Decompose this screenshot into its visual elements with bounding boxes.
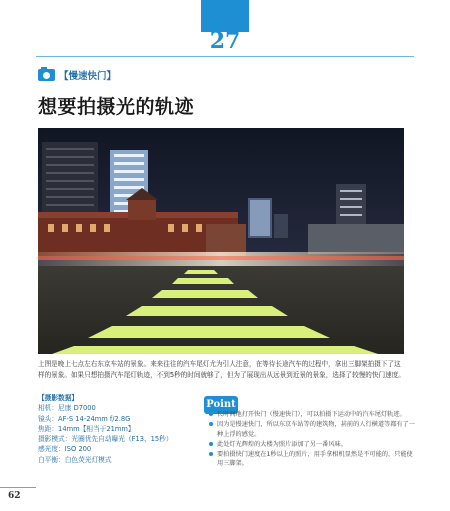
spec-lens: 镜头：AF-S 14-24mm f/2.8G (38, 414, 131, 423)
spec-focal-length: 焦距：14mm【相当于21mm】 (38, 424, 135, 433)
point-item: 长时间地打开快门（慢速快门），可以拍摄下运动中的汽车尾灯轨迹。 (211, 410, 416, 419)
photo-caption: 上图是晚上七点左右东京车站的景象。来来往往的汽车尾灯尤为引人注意，在等待长途汽车的过程中，拿出三脚架拍摄下了这样的景象。如果只想拍摄汽车尾灯轨迹，不到5秒的时间就够了，但为了展现出从远景到近景的景象，选择了较慢的快门速度。 (38, 360, 405, 379)
point-item: 要拍摄快门速度在1秒以上的照片，用手拿相机显然是不可能的，只能使用三脚架。 (211, 450, 416, 469)
spec-iso: 感光度：ISO 200 (38, 445, 92, 454)
point-item: 因为是慢速快门，所以东京车站等的建筑物，甚前的人行横道等都有了一种上浮的感觉。 (211, 420, 416, 439)
shooting-data (38, 393, 208, 465)
night-crosswalk-photo (38, 128, 404, 354)
spec-white-balance: 白平衡：白色荧光灯模式 (38, 455, 112, 464)
camera-icon (38, 69, 55, 81)
chapter-number: 27 (209, 28, 241, 54)
footer-divider (0, 487, 36, 488)
bullet-icon (209, 422, 213, 426)
spec-camera: 相机：尼康 D7000 (38, 404, 96, 413)
bullet-icon (209, 442, 213, 446)
page-title: 想要拍摄光的轨迹 (38, 96, 195, 118)
spec-mode: 摄影模式：光圈优先自动曝光（F13、15秒） (38, 435, 173, 444)
page-footer (0, 487, 36, 511)
chapter-tab (201, 0, 249, 58)
section-label: 【慢速快门】 (59, 71, 117, 82)
point-list (204, 410, 416, 470)
point-badge: Point (204, 396, 238, 414)
bullet-icon (209, 452, 213, 456)
point-item: 此处灯光辉煌的大楼为照片添加了另一番风味。 (211, 440, 416, 449)
bullet-icon (209, 412, 213, 416)
shooting-data-heading: 【摄影数据】 (38, 394, 79, 402)
header-divider (36, 56, 414, 57)
section-heading (38, 67, 116, 83)
photo-illustration (38, 128, 404, 354)
page-number: 62 (8, 491, 21, 501)
